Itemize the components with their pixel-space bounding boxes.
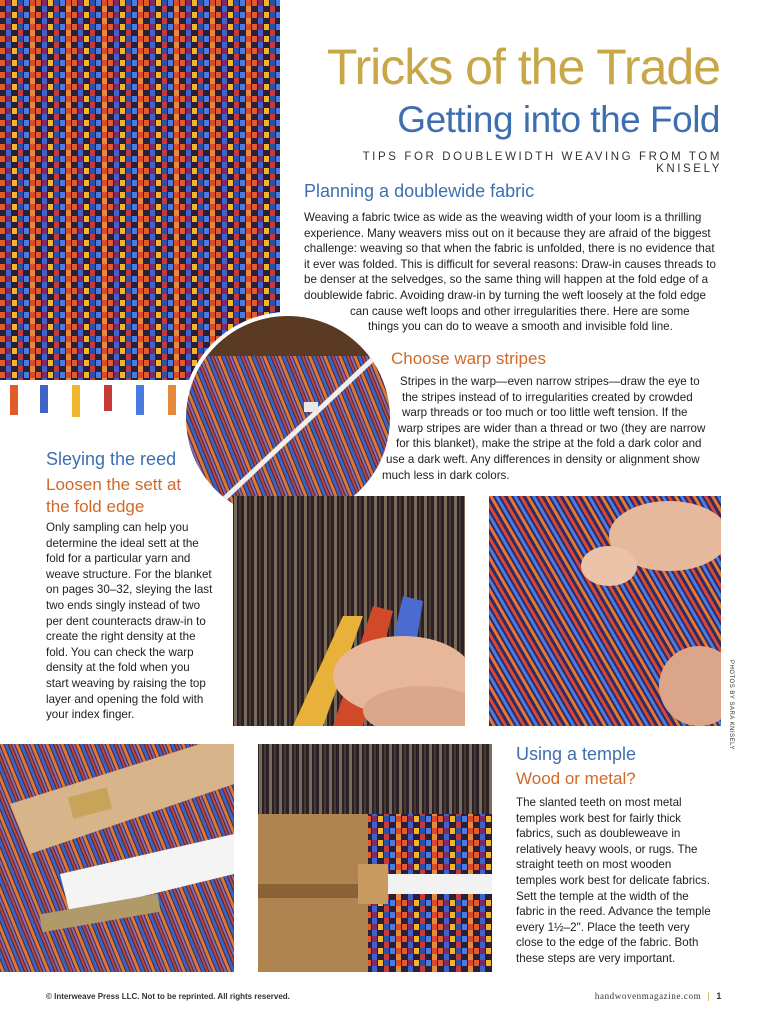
temple-line: fabric in the reed. Advance the temple — [516, 905, 711, 919]
sleying-heading: Sleying the reed — [46, 449, 177, 469]
warp-line: use a dark weft. Any differences in density or alignment show — [386, 452, 700, 466]
article-kicker: TIPS FOR DOUBLEWIDTH WEAVING FROM TOM KNISELY — [362, 151, 722, 175]
sleying-body — [46, 520, 226, 723]
page-title: Tricks of the Trade — [326, 39, 720, 95]
temple-line: temples work best for delicate fabrics. — [516, 873, 710, 887]
fold-finger-photo — [489, 496, 721, 726]
sleying-line: your index finger. — [46, 708, 135, 722]
temple-body — [516, 795, 731, 967]
temple-subheading: Wood or metal? — [516, 769, 636, 788]
warp-line: for this blanket), make the stripe at the fold a dark color and — [396, 437, 702, 451]
planning-line: challenge: weaving so that when the fabric is unfolded, there is no evidence that — [304, 242, 715, 256]
temple-line: fabrics, such as doubleweave in — [516, 827, 681, 841]
metal-temple-photo — [0, 744, 234, 972]
page-number: 1 — [716, 991, 722, 1001]
footer-right — [595, 991, 722, 1001]
warp-line: Stripes in the warp—even narrow stripes—draw the eye to — [400, 375, 700, 388]
warp-line: warp stripes are wider than a thread or two (they are narrow — [398, 421, 706, 435]
temple-line: every 1½–2". Place the teeth very — [516, 920, 690, 934]
planning-heading: Planning a doublewide fabric — [304, 181, 535, 201]
warp-stripes-heading: Choose warp stripes — [391, 349, 546, 368]
planning-line: be denser at the selvedges, so the same thing will happen at the fold edge of a — [304, 273, 709, 287]
sleying-subheading: Loosen the sett at — [46, 475, 182, 494]
sleying-line: two ends singly instead of two — [46, 598, 201, 612]
temple-line: straight teeth on most wooden — [516, 858, 672, 872]
sleying-line: start weaving by raising the top — [46, 676, 206, 690]
copyright-notice: © Interweave Press LLC. Not to be reprinted. All rights reserved. — [46, 992, 290, 1001]
wooden-temple-photo — [258, 744, 492, 972]
sleying-line: weave structure. For the blanket — [46, 567, 212, 581]
temple-heading: Using a temple — [516, 744, 637, 764]
sleying-line: per dent counteracts draw-in to — [46, 614, 206, 628]
footer-separator: | — [707, 991, 711, 1001]
planning-line: can cause weft loops and other irregularities there. Here are some — [350, 304, 690, 318]
sleying-line: fold. You can check the warp — [46, 645, 194, 659]
planning-line: Weaving a fabric twice as wide as the weaving width of your loom is a thrilling — [304, 211, 702, 224]
planning-line: doublewide fabric. Avoiding draw-in by turning the weft loosely at the fold edge — [304, 288, 706, 302]
warp-line: the stripes instead of to irregularities created by crowded — [402, 390, 693, 404]
sleying-line: layer and opening the fold with — [46, 692, 204, 706]
sleying-subheading-2: the fold edge — [46, 497, 145, 516]
planning-line: things you can do to weave a smooth and invisible fold line. — [368, 320, 673, 334]
temple-line: The slanted teeth on most metal — [516, 796, 682, 809]
loom-fold-circle-photo — [182, 312, 394, 524]
temple-line: relatively heavy wools, or rugs. The — [516, 842, 698, 856]
sleying-line: Only sampling can help you — [46, 521, 189, 534]
temple-line: close to the edge of the fabric. Both — [516, 936, 699, 950]
sleying-line: create the right density at the — [46, 630, 196, 644]
warp-line: warp threads or too much or too little weft tension. If the — [402, 406, 688, 420]
page-subtitle: Getting into the Fold — [397, 99, 720, 140]
reed-sleying-photo — [233, 496, 465, 726]
sleying-line: fold for a particular yarn and — [46, 552, 191, 566]
planning-line: it ever was folded. This is difficult for several reasons: Draw-in causes threads to — [304, 257, 716, 271]
planning-line: experience. Many weavers miss out on it because they are afraid of the biggest — [304, 226, 711, 240]
temple-line: temples work best for fairly thick — [516, 811, 681, 825]
photo-credit: PHOTOS BY SARA KNISELY — [728, 660, 734, 751]
sleying-line: density at the fold when you — [46, 661, 190, 675]
warp-line: much less in dark colors. — [382, 468, 510, 482]
site-url: handwovenmagazine.com — [594, 991, 702, 1001]
planning-body — [304, 210, 724, 335]
warp-stripes-body — [382, 374, 726, 483]
temple-line: these steps are very important. — [516, 951, 676, 965]
temple-line: Sett the temple at the width of the — [516, 889, 689, 903]
sleying-line: determine the ideal sett at the — [46, 536, 199, 550]
sleying-line: on pages 30–32, sleying the last — [46, 583, 213, 597]
